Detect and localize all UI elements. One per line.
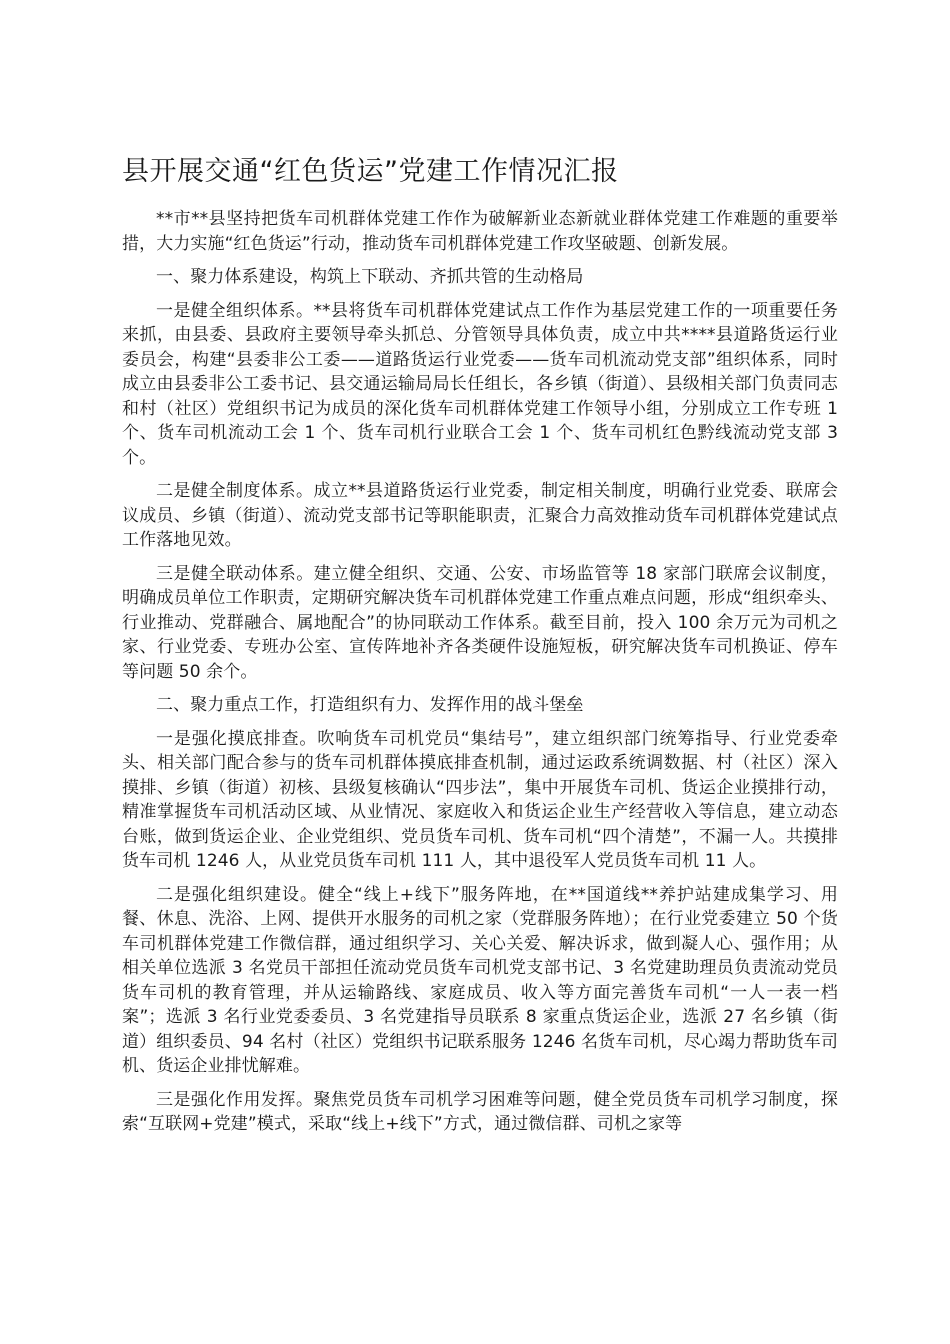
section-heading-1: 一、聚力体系建设，构筑上下联动、齐抓共管的生动格局 (156, 267, 584, 287)
paragraph-organization-building: 二是强化组织建设。健全“线上+线下”服务阵地，在**国道线**养护站建成集学习、用餐、休息、洗浴、上网、提供开水服务的司机之家（党群服务阵地）；在行业党委建立 50 个货车司机群体党建工作微信群，通过组织学习、关心关爱、解决诉求，做到凝人心、强作用；从相关单位选派 3 名党员干部担任流动党员货车司机党支部书记、3 名党建助理员负责流动党员货车司机的教育管理，并从运输路线、家庭成员、收入等方面完善货车司机“一人一表一档案”；选派 3 名行业党委委员、3 名党建指导员联系 8 家重点货运企业，选派 27 名乡镇（街道）组织委员、94 名村（社区）党组织书记联系服务 1246 名货车司机，尽心竭力帮助货车司机、货运企业排忧解难。 (122, 884, 838, 1076)
paragraph-linkage-system: 三是健全联动体系。建立健全组织、交通、公安、市场监管等 18 家部门联席会议制度，明确成员单位工作职责，定期研究解决货车司机群体党建工作重点难点问题，形成“组织牵头、行业推动、党群融合、属地配合”的协同联动工作体系。截至目前，投入 100 余万元为司机之家、行业党委、专班办公室、宣传阵地补齐各类硬件设施短板，研究解决货车司机换证、停车等问题 50 余个。 (122, 563, 838, 682)
intro-paragraph: **市**县坚持把货车司机群体党建工作作为破解新业态新就业群体党建工作难题的重要举措，大力实施“红色货运”行动，推动货车司机群体党建工作攻坚破题、创新发展。 (122, 209, 838, 254)
paragraph-institution-system: 二是健全制度体系。成立**县道路货运行业党委，制定相关制度，明确行业党委、联席会议成员、乡镇（街道）、流动党支部书记等职能职责，汇聚合力高效推动货车司机群体党建试点工作落地见效。 (122, 481, 838, 550)
document-title: 县开展交通“红色货运”党建工作情况汇报 (122, 156, 619, 187)
paragraph-role-play: 三是强化作用发挥。聚焦党员货车司机学习困难等问题，健全党员货车司机学习制度，探索“互联网+党建”模式，采取“线上+线下”方式，通过微信群、司机之家等 (122, 1089, 838, 1134)
section-heading-2: 二、聚力重点工作，打造组织有力、发挥作用的战斗堡垒 (156, 695, 584, 715)
paragraph-survey: 一是强化摸底排查。吹响货车司机党员“集结号”，建立组织部门统筹指导、行业党委牵头、相关部门配合参与的货车司机群体摸底排查机制，通过运政系统调数据、村（社区）深入摸排、乡镇（街道）初核、县级复核确认“四步法”，集中开展货车司机、货运企业摸排行动，精准掌握货车司机活动区域、从业情况、家庭收入和货运企业生产经营收入等信息，建立动态台账，做到货运企业、企业党组织、党员货车司机、货车司机“四个清楚”，不漏一人。共摸排货车司机 1246 人，从业党员货车司机 111 人，其中退役军人党员货车司机 11 人。 (122, 728, 838, 871)
paragraph-organization-system: 一是健全组织体系。**县将货车司机群体党建试点工作作为基层党建工作的一项重要任务来抓，由县委、县政府主要领导牵头抓总、分管领导具体负责，成立中共****县道路货运行业委员会，构建“县委非公工委——道路货运行业党委——货车司机流动党支部”组织体系，同时成立由县委非公工委书记、县交通运输局局长任组长，各乡镇（街道）、县级相关部门负责同志和村（社区）党组织书记为成员的深化货车司机群体党建工作领导小组，分别成立工作专班 1 个、货车司机流动工会 1 个、货车司机行业联合工会 1 个、货车司机红色黔线流动党支部 3 个。 (122, 300, 838, 468)
document-body (122, 207, 838, 1146)
